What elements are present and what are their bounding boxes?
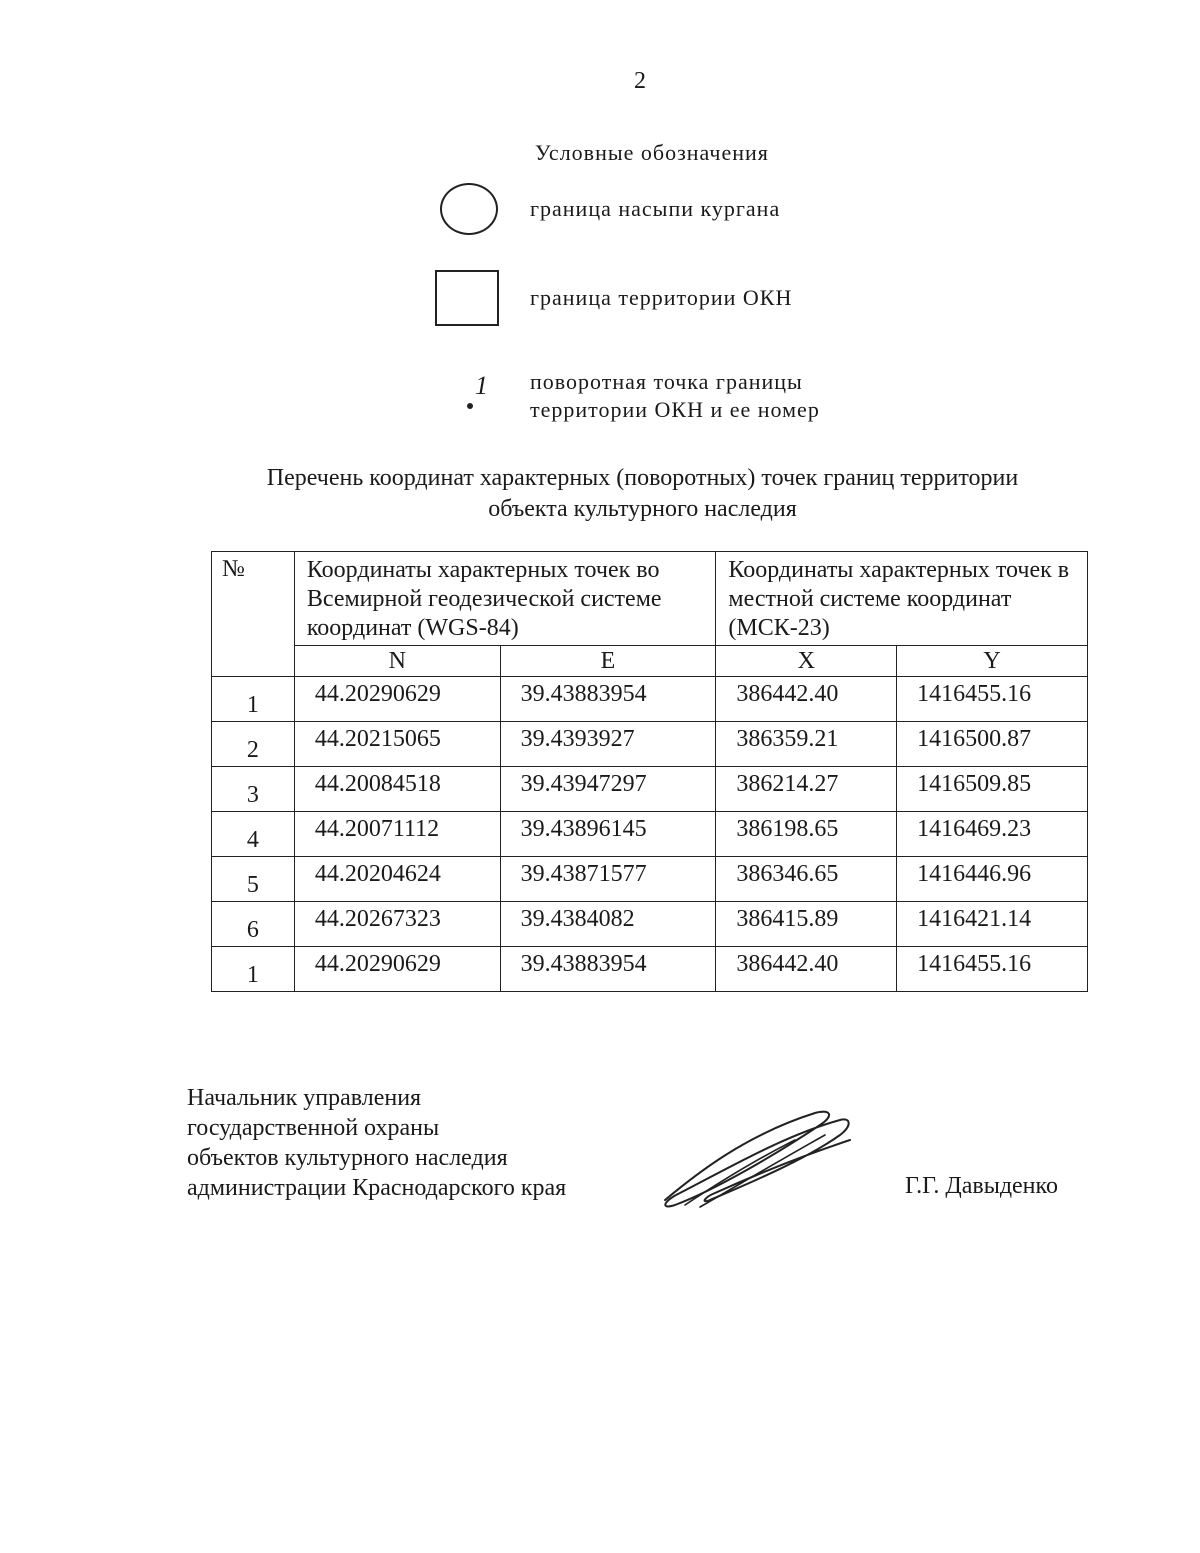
caption-line2: объекта культурного наследия — [488, 496, 797, 522]
row-number: 6 — [212, 902, 295, 947]
cell-e: 39.4393927 — [500, 722, 716, 767]
subheader-n: N — [294, 646, 500, 677]
signer-name: Г.Г. Давыденко — [905, 1173, 1058, 1199]
signer-line2: государственной охраны — [187, 1115, 440, 1141]
legend-item-territory-boundary — [435, 270, 792, 326]
cell-y: 1416500.87 — [897, 722, 1088, 767]
table-row — [212, 902, 1088, 947]
point-number: 1 — [475, 371, 488, 400]
signer-position — [187, 1083, 566, 1203]
coordinates-table — [211, 551, 1088, 992]
cell-e: 39.43947297 — [500, 767, 716, 812]
cell-e: 39.4384082 — [500, 902, 716, 947]
cell-n: 44.20290629 — [294, 947, 500, 992]
cell-e: 39.43871577 — [500, 857, 716, 902]
row-number: 4 — [212, 812, 295, 857]
legend-label: граница территории ОКН — [530, 285, 793, 310]
handwritten-signature — [655, 1105, 855, 1215]
legend-label-line2: территории ОКН и ее номер — [530, 397, 820, 422]
header-wgs84: Координаты характерных точек во Всемирной геодезической системе координат (WGS-84) — [294, 552, 716, 646]
cell-y: 1416469.23 — [897, 812, 1088, 857]
row-number: 2 — [212, 722, 295, 767]
header-msk23: Координаты характерных точек в местной системе координат (МСК-23) — [716, 552, 1088, 646]
header-number: № — [212, 552, 295, 677]
row-number: 1 — [212, 947, 295, 992]
legend-title: Условные обозначения — [535, 140, 769, 165]
legend-item-turning-point — [435, 368, 820, 424]
cell-y: 1416446.96 — [897, 857, 1088, 902]
row-number: 5 — [212, 857, 295, 902]
cell-y: 1416509.85 — [897, 767, 1088, 812]
cell-x: 386442.40 — [716, 677, 897, 722]
signer-line4: администрации Краснодарского края — [187, 1175, 567, 1201]
cell-e: 39.43896145 — [500, 812, 716, 857]
square-icon — [435, 270, 499, 326]
table-row — [212, 947, 1088, 992]
caption-line1: Перечень координат характерных (поворотных) точек границ территории — [266, 465, 1019, 491]
cell-e: 39.43883954 — [500, 677, 716, 722]
cell-n: 44.20267323 — [294, 902, 500, 947]
signer-line1: Начальник управления — [187, 1085, 422, 1111]
table-caption — [150, 463, 1135, 525]
cell-x: 386415.89 — [716, 902, 897, 947]
signer-line3: объектов культурного наследия — [187, 1145, 508, 1171]
subheader-x: X — [716, 646, 897, 677]
cell-x: 386346.65 — [716, 857, 897, 902]
circle-icon — [440, 183, 498, 235]
cell-y: 1416455.16 — [897, 947, 1088, 992]
table-row — [212, 812, 1088, 857]
table-row — [212, 722, 1088, 767]
legend-label: граница насыпи кургана — [530, 196, 781, 221]
cell-x: 386214.27 — [716, 767, 897, 812]
cell-e: 39.43883954 — [500, 947, 716, 992]
table-row — [212, 857, 1088, 902]
dot-icon — [467, 403, 473, 409]
row-number: 3 — [212, 767, 295, 812]
legend-item-mound-boundary — [435, 183, 780, 235]
table-row — [212, 767, 1088, 812]
table-row — [212, 677, 1088, 722]
row-number: 1 — [212, 677, 295, 722]
subheader-y: Y — [897, 646, 1088, 677]
cell-x: 386442.40 — [716, 947, 897, 992]
cell-x: 386359.21 — [716, 722, 897, 767]
cell-y: 1416421.14 — [897, 902, 1088, 947]
subheader-e: E — [500, 646, 716, 677]
point-icon — [435, 371, 495, 421]
cell-x: 386198.65 — [716, 812, 897, 857]
cell-y: 1416455.16 — [897, 677, 1088, 722]
page-number: 2 — [634, 68, 646, 94]
legend-label-line1: поворотная точка границы — [530, 369, 803, 394]
cell-n: 44.20071112 — [294, 812, 500, 857]
cell-n: 44.20204624 — [294, 857, 500, 902]
cell-n: 44.20290629 — [294, 677, 500, 722]
cell-n: 44.20215065 — [294, 722, 500, 767]
cell-n: 44.20084518 — [294, 767, 500, 812]
